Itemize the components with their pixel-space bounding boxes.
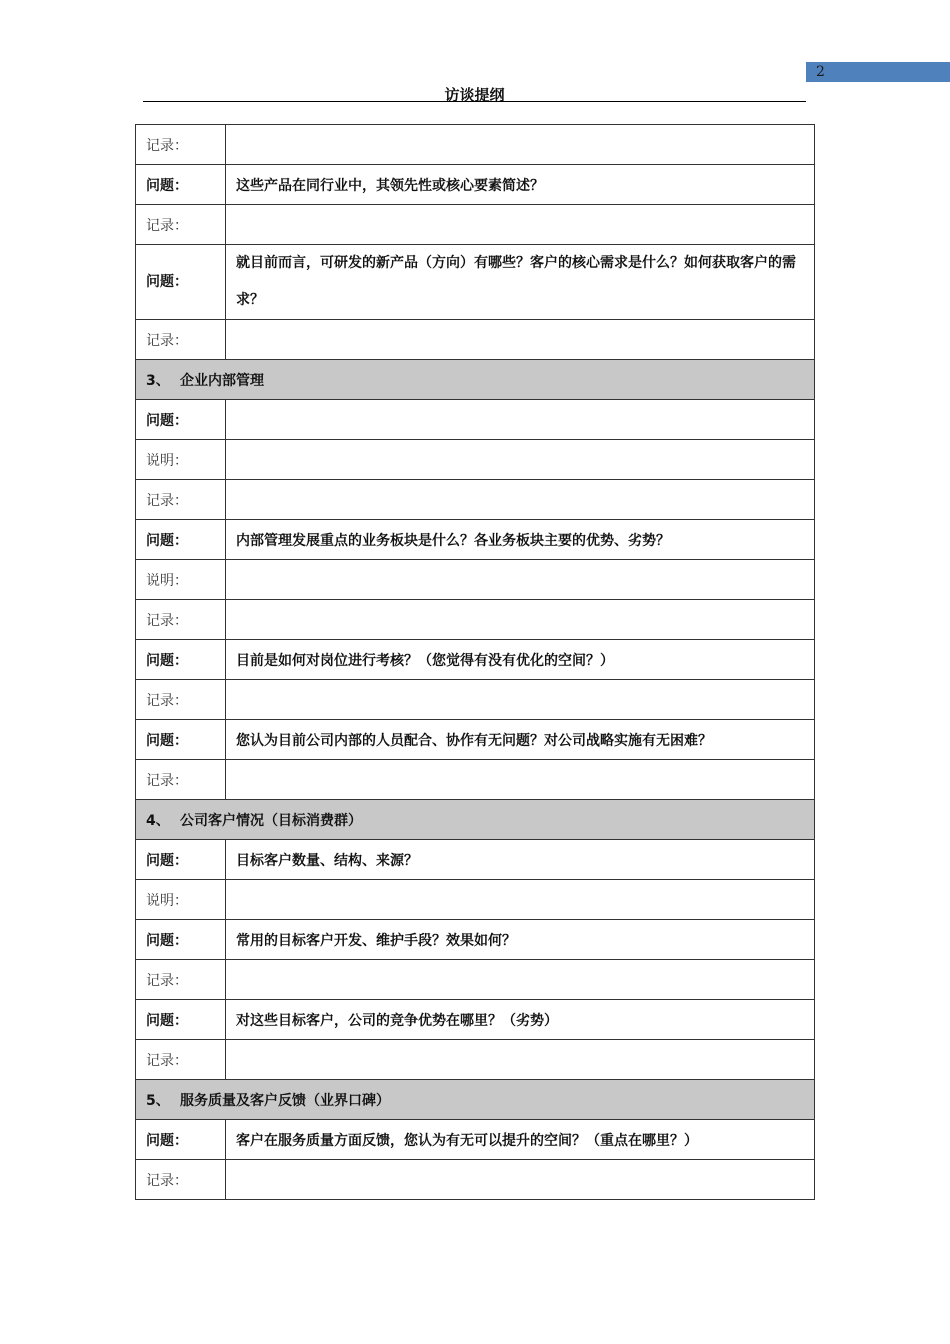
header-divider [143, 101, 806, 102]
record-label: 记录： [136, 320, 226, 360]
record-content [226, 320, 815, 360]
interview-outline-table [135, 124, 815, 1200]
section-row [136, 360, 815, 400]
section-number: 5、 [146, 1092, 170, 1109]
section-row [136, 1080, 815, 1120]
question-row [136, 720, 815, 760]
record-content [226, 600, 815, 640]
record-content [226, 1040, 815, 1080]
record-content [226, 680, 815, 720]
note-label: 说明： [136, 880, 226, 920]
question-row [136, 520, 815, 560]
note-content [226, 440, 815, 480]
record-label: 记录： [136, 760, 226, 800]
question-content: 就目前而言，可研发的新产品（方向）有哪些？客户的核心需求是什么？如何获取客户的需求？ [226, 245, 815, 320]
record-row [136, 125, 815, 165]
question-content: 常用的目标客户开发、维护手段？效果如何？ [226, 920, 815, 960]
question-label: 问题： [136, 165, 226, 205]
question-label: 问题： [136, 245, 226, 320]
note-label: 说明： [136, 440, 226, 480]
question-content: 内部管理发展重点的业务板块是什么？各业务板块主要的优势、劣势？ [226, 520, 815, 560]
record-row [136, 960, 815, 1000]
record-label: 记录： [136, 205, 226, 245]
note-content [226, 560, 815, 600]
section-heading [136, 800, 815, 840]
question-row [136, 840, 815, 880]
record-label: 记录： [136, 125, 226, 165]
record-label: 记录： [136, 480, 226, 520]
record-content [226, 205, 815, 245]
note-row [136, 560, 815, 600]
question-content: 目标客户数量、结构、来源？ [226, 840, 815, 880]
record-content [226, 760, 815, 800]
note-label: 说明： [136, 560, 226, 600]
question-label: 问题： [136, 520, 226, 560]
question-row [136, 165, 815, 205]
section-number: 3、 [146, 372, 170, 389]
question-content: 目前是如何对岗位进行考核？（您觉得有没有优化的空间？） [226, 640, 815, 680]
question-label: 问题： [136, 920, 226, 960]
record-label: 记录： [136, 1160, 226, 1200]
record-label: 记录： [136, 680, 226, 720]
question-row [136, 1000, 815, 1040]
record-label: 记录： [136, 1040, 226, 1080]
record-content [226, 480, 815, 520]
question-row [136, 245, 815, 320]
record-row [136, 1160, 815, 1200]
question-content: 对这些目标客户，公司的竞争优势在哪里？（劣势） [226, 1000, 815, 1040]
question-label: 问题： [136, 1120, 226, 1160]
document-header-title: 访谈提纲 [444, 86, 505, 104]
record-row [136, 205, 815, 245]
question-label: 问题： [136, 840, 226, 880]
section-number: 4、 [146, 812, 170, 829]
question-content: 您认为目前公司内部的人员配合、协作有无问题？对公司战略实施有无困难？ [226, 720, 815, 760]
question-row [136, 640, 815, 680]
record-row [136, 760, 815, 800]
record-row [136, 320, 815, 360]
record-content [226, 1160, 815, 1200]
note-row [136, 880, 815, 920]
question-row [136, 920, 815, 960]
section-title: 公司客户情况（目标消费群） [180, 812, 362, 829]
question-content [226, 400, 815, 440]
note-content [226, 880, 815, 920]
record-row [136, 1040, 815, 1080]
record-label: 记录： [136, 960, 226, 1000]
record-content [226, 960, 815, 1000]
section-title: 企业内部管理 [180, 372, 264, 389]
record-row [136, 680, 815, 720]
question-row [136, 1120, 815, 1160]
section-heading [136, 1080, 815, 1120]
page-number: 2 [806, 62, 950, 82]
record-content [226, 125, 815, 165]
question-content: 这些产品在同行业中，其领先性或核心要素简述？ [226, 165, 815, 205]
section-heading [136, 360, 815, 400]
section-title: 服务质量及客户反馈（业界口碑） [180, 1092, 390, 1109]
question-row [136, 400, 815, 440]
question-content: 客户在服务质量方面反馈，您认为有无可以提升的空间？（重点在哪里？） [226, 1120, 815, 1160]
section-row [136, 800, 815, 840]
record-row [136, 600, 815, 640]
question-label: 问题： [136, 640, 226, 680]
note-row [136, 440, 815, 480]
record-label: 记录： [136, 600, 226, 640]
question-label: 问题： [136, 1000, 226, 1040]
record-row [136, 480, 815, 520]
question-label: 问题： [136, 720, 226, 760]
question-label: 问题： [136, 400, 226, 440]
